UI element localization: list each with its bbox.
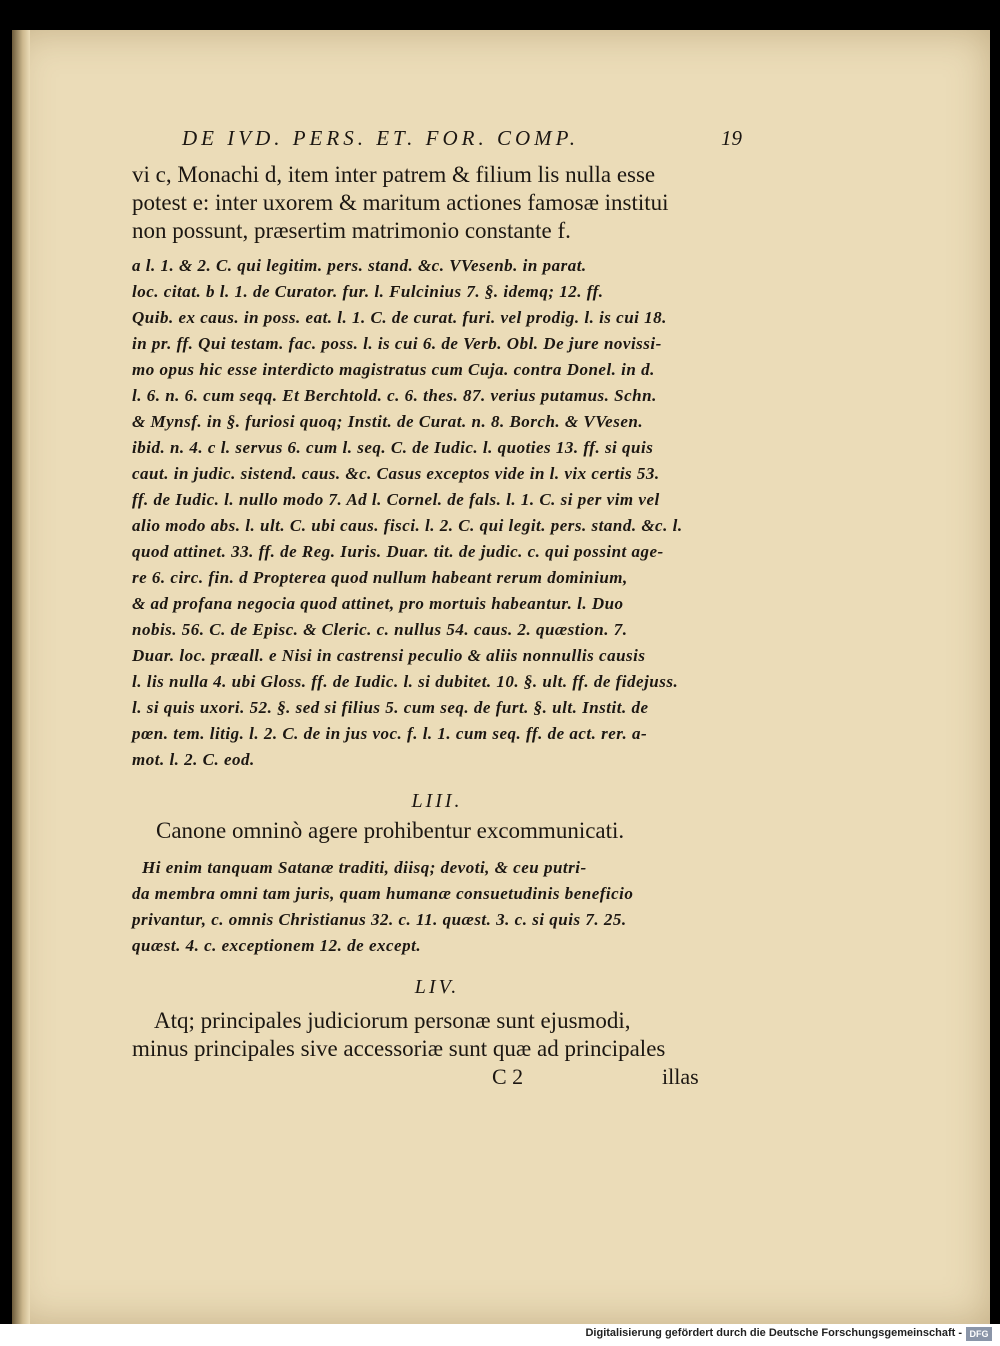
footer-bar [0,1324,1000,1346]
note-line: quæst. 4. c. exceptionem 12. de except. [132,936,422,955]
note-line: l. lis nulla 4. ubi Gloss. ff. de Iudic. l. si dubitet. 10. §. ult. ff. de fidejuss. [132,672,679,691]
page-gutter-edge [12,30,30,1324]
body-line: Atq; principales judiciorum personæ sunt ejusmodi, [154,1008,631,1033]
note-line: Quib. ex caus. in poss. eat. l. 1. C. de curat. furi. vel prodig. l. is cui 18. [132,308,667,327]
note-line: in pr. ff. Qui testam. fac. poss. l. is cui 6. de Verb. Obl. De jure novissi- [132,334,662,353]
section-heading-54: LIV. [414,976,460,998]
body-line: minus principales sive accessoriæ sunt quæ ad principales [132,1036,666,1061]
note-line: & ad profana negocia quod attinet, pro mortuis habeantur. l. Duo [132,594,624,613]
note-line: nobis. 56. C. de Episc. & Cleric. c. nullus 54. caus. 2. quæstion. 7. [132,620,628,639]
note-line: re 6. circ. fin. d Propterea quod nullum habeant rerum dominium, [132,568,628,587]
catchword: illas [662,1064,699,1089]
note-line: privantur, c. omnis Christianus 32. c. 11. quæst. 3. c. si quis 7. 25. [132,910,627,929]
note-line: ibid. n. 4. c l. servus 6. cum l. seq. C. de Iudic. l. quoties 13. ff. si quis [132,438,654,457]
funding-credit: Digitalisierung gefördert durch die Deutsche Forschungsgemeinschaft - [585,1327,962,1339]
running-head [132,126,742,156]
dfg-logo: DFG [966,1327,992,1341]
book-page [12,30,990,1324]
note-line: mo opus hic esse interdicto magistratus cum Cuja. contra Donel. in d. [132,360,655,379]
note-line: a l. 1. & 2. C. qui legitim. pers. stand. &c. VVesenb. in parat. [132,256,587,275]
note-line: Hi enim tanquam Satanæ traditi, diisq; devoti, & ceu putri- [142,858,587,877]
note-line: caut. in judic. sistend. caus. &c. Casus exceptos vide in l. vix certis 53. [132,464,660,483]
note-line: pœn. tem. litig. l. 2. C. de in jus voc. f. l. 1. cum seq. ff. de act. rer. a- [132,724,648,743]
note-line: Duar. loc. præall. e Nisi in castrensi peculio & aliis nonnullis causis [132,646,646,665]
note-line: da membra omni tam juris, quam humanæ consuetudinis beneficio [132,884,634,903]
section-heading-53: LIII. [411,790,463,812]
running-title: DE IVD. PERS. ET. FOR. COMP. [182,126,580,150]
note-line: loc. citat. b l. 1. de Curator. fur. l. Fulcinius 7. §. idemq; 12. ff. [132,282,604,301]
note-line: l. 6. n. 6. cum seqq. Et Berchtold. c. 6. thes. 87. verius putamus. Schn. [132,386,657,405]
body-line: vi c, Monachi d, item inter patrem & filium lis nulla esse [132,162,656,187]
note-line: mot. l. 2. C. eod. [132,750,255,769]
body-line: non possunt, præsertim matrimonio constante f. [132,218,571,243]
note-line: & Mynsf. in §. furiosi quoq; Instit. de Curat. n. 8. Borch. & VVesen. [132,412,644,431]
body-line: potest e: inter uxorem & maritum actiones famosæ institui [132,190,669,215]
page-number: 19 [721,126,742,150]
note-line: alio modo abs. l. ult. C. ubi caus. fisci. l. 2. C. qui legit. pers. stand. &c. l. [132,516,683,535]
note-line: l. si quis uxori. 52. §. sed si filius 5. cum seq. de furt. §. ult. Instit. de [132,698,649,717]
thesis-53: Canone omninò agere prohibentur excommunicati. [156,818,625,843]
note-line: ff. de Iudic. l. nullo modo 7. Ad l. Cornel. de fals. l. 1. C. si per vim vel [132,490,660,509]
signature-mark: C 2 [492,1064,524,1089]
note-line: quod attinet. 33. ff. de Reg. Iuris. Duar. tit. de judic. c. qui possint age- [132,542,664,561]
